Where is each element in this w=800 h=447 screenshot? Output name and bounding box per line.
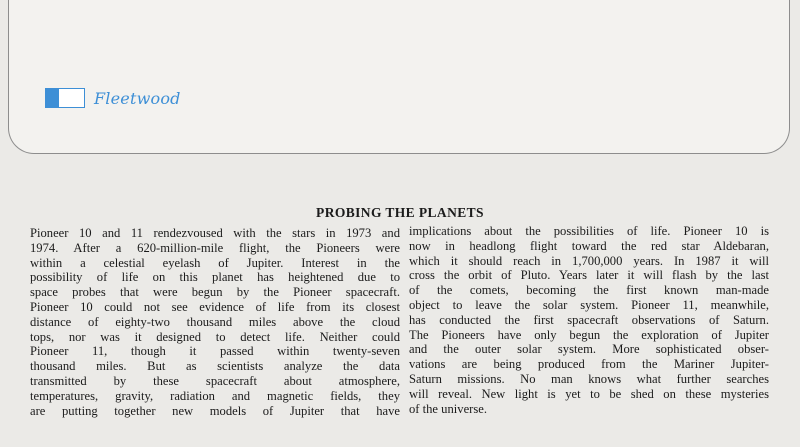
text-line: thousand miles. But as scientists analyze the data xyxy=(30,359,400,374)
text-line: object to leave the solar system. Pioneer 11, meanwhile, xyxy=(409,297,769,312)
article-column-right xyxy=(409,224,769,416)
text-line: 1974. After a 620-million-mile flight, the Pioneers were xyxy=(30,240,400,255)
text-line: of the comets, becoming the first known man-made xyxy=(409,283,769,298)
text-line: of the universe. xyxy=(409,401,487,416)
logo-mark-icon xyxy=(45,88,85,108)
text-line: will reveal. New light is yet to be shed on these mysteries xyxy=(409,386,769,401)
text-line: Saturn missions. No man knows what further searches xyxy=(409,371,769,386)
article-title: PROBING THE PLANETS xyxy=(316,205,484,220)
text-line: temperatures, gravity, radiation and magnetic fields, they xyxy=(30,388,400,403)
text-line: and the outer solar system. More sophisticated obser- xyxy=(409,342,769,357)
text-line: Pioneer 11, though it passed within twenty-seven xyxy=(30,344,400,359)
logo-brand-text: Fleetwood xyxy=(94,88,181,108)
text-line: cross the orbit of Pluto. Years later it will flash by the last xyxy=(409,268,769,283)
text-line: has conducted the first spacecraft observations of Saturn. xyxy=(409,312,769,327)
logo-mark-blank xyxy=(59,89,84,107)
text-line: now in headlong flight toward the red star Aldebaran, xyxy=(409,238,769,253)
text-line: which it should reach in 1,700,000 years. In 1987 it will xyxy=(409,253,769,268)
text-line: distance of eighty-two thousand miles above the cloud xyxy=(30,314,400,329)
envelope-flap xyxy=(8,0,790,154)
text-line: Pioneer 10 and 11 rendezvoused with the stars in 1973 and xyxy=(30,226,400,240)
text-line: implications about the possibilities of life. Pioneer 10 is xyxy=(409,224,769,238)
logo-mark-solid xyxy=(46,89,59,107)
text-line: possibility of life on this planet has heightened due to xyxy=(30,270,400,285)
text-line: vations are being produced from the Mariner Jupiter- xyxy=(409,357,769,372)
text-line: within a celestial eyelash of Jupiter. Interest in the xyxy=(30,255,400,270)
text-line: Pioneer 10 could not see evidence of life from its closest xyxy=(30,299,400,314)
text-line: tops, nor was it designed to detect life. Neither could xyxy=(30,329,400,344)
text-line: space probes that were begun by the Pioneer spacecraft. xyxy=(30,285,400,300)
article-column-left xyxy=(30,226,400,418)
fleetwood-logo xyxy=(45,88,181,108)
text-line: The Pioneers have only begun the exploration of Jupiter xyxy=(409,327,769,342)
text-line: are putting together new models of Jupiter that have xyxy=(30,403,400,418)
text-line: transmitted by these spacecraft about atmosphere, xyxy=(30,373,400,388)
